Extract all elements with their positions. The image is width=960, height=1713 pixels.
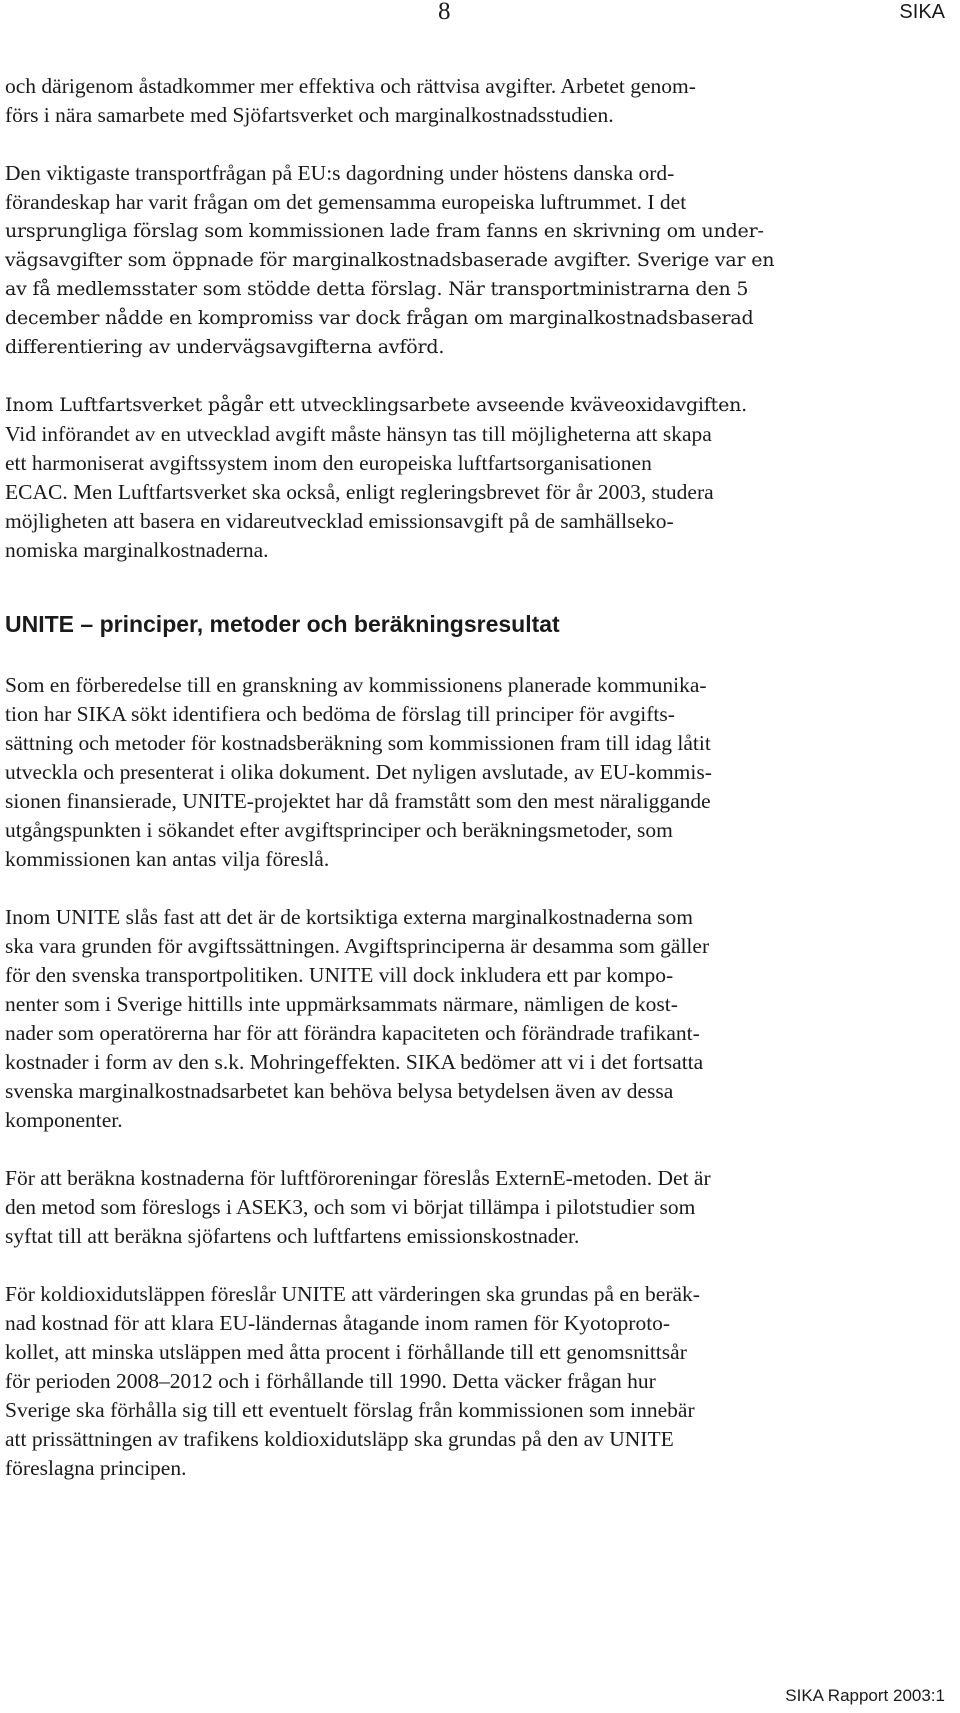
paragraph	[5, 671, 950, 874]
text-line: För koldioxidutsläppen föreslår UNITE att värderingen ska grundas på en beräk-	[5, 1282, 700, 1306]
text-line: möjligheten att basera en vidareutvecklad emissionsavgift på de samhällseko-	[5, 509, 674, 533]
text-line: ska vara grunden för avgiftssättningen. Avgiftsprinciperna är desamma som gäller	[5, 934, 710, 958]
text-line: december nådde en kompromiss var dock frågan om marginalkostnadsbaserad	[5, 307, 754, 329]
text-line: differentiering av undervägsavgifterna avförd.	[5, 336, 445, 358]
text-line: förs i nära samarbete med Sjöfartsverket och marginalkostnadsstudien.	[5, 103, 614, 127]
text-line: Vid införandet av en utvecklad avgift måste hänsyn tas till möjligheterna att skapa	[5, 422, 712, 446]
text-line: vägsavgifter som öppnade för marginalkostnadsbaserade avgifter. Sverige var en	[5, 249, 775, 271]
text-line: av få medlemsstater som stödde detta förslag. När transportministrarna den 5	[5, 278, 749, 300]
text-line: nomiska marginalkostnaderna.	[5, 538, 269, 562]
text-line: tion har SIKA sökt identifiera och bedöma de förslag till principer för avgifts-	[5, 702, 675, 726]
paragraph	[5, 1280, 950, 1483]
text-line: den metod som föreslogs i ASEK3, och som vi börjat tillämpa i pilotstudier som	[5, 1195, 696, 1219]
text-line: utveckla och presenterat i olika dokument. Det nyligen avslutade, av EU-kommis-	[5, 760, 712, 784]
text-line: För att beräkna kostnaderna för luftföroreningar föreslås ExternE-metoden. Det är	[5, 1166, 711, 1190]
text-line: för perioden 2008–2012 och i förhållande till 1990. Detta väcker frågan hur	[5, 1369, 656, 1393]
text-line: Inom Luftfartsverket pågår ett utvecklingsarbete avseende kväveoxidavgiften.	[5, 394, 747, 416]
text-line: och därigenom åstadkommer mer effektiva och rättvisa avgifter. Arbetet genom-	[5, 74, 696, 98]
text-line: ECAC. Men Luftfartsverket ska också, enligt regleringsbrevet för år 2003, studera	[5, 480, 714, 504]
text-line: förandeskap har varit frågan om det gemensamma europeiska luftrummet. I det	[5, 190, 687, 214]
text-line: nader som operatörerna har för att förändra kapaciteten och förändrade trafikant-	[5, 1021, 700, 1045]
text-line: kollet, att minska utsläppen med åtta procent i förhållande till ett genomsnittsår	[5, 1340, 687, 1364]
text-line: kommissionen kan antas vilja föreslå.	[5, 847, 330, 871]
text-line: ett harmoniserat avgiftssystem inom den europeiska luftfartsorganisationen	[5, 451, 652, 475]
text-line: syftat till att beräkna sjöfartens och luftfartens emissionskostnader.	[5, 1224, 580, 1248]
text-line: sättning och metoder för kostnadsberäkning som kommissionen fram till idag låtit	[5, 731, 711, 755]
paragraph	[5, 159, 950, 362]
text-line: komponenter.	[5, 1108, 123, 1132]
text-line: föreslagna principen.	[5, 1456, 187, 1480]
text-line: Inom UNITE slås fast att det är de kortsiktiga externa marginalkostnaderna som	[5, 905, 693, 929]
document-body	[5, 72, 950, 1483]
page-footer: SIKA Rapport 2003:1	[785, 1686, 945, 1705]
page-number: 8	[438, 0, 451, 25]
text-line: ursprungliga förslag som kommissionen lade fram fanns en skrivning om under-	[5, 220, 764, 242]
text-line: för den svenska transportpolitiken. UNITE vill dock inkludera ett par kompo-	[5, 963, 674, 987]
paragraph	[5, 72, 950, 130]
paragraph	[5, 903, 950, 1135]
section-heading: UNITE – principer, metoder och beräkningsresultat	[5, 611, 560, 637]
paragraph	[5, 391, 950, 565]
text-line: nenter som i Sverige hittills inte uppmärksammats närmare, nämligen de kost-	[5, 992, 678, 1016]
text-line: att prissättningen av trafikens koldioxidutsläpp ska grundas på den av UNITE	[5, 1427, 674, 1451]
header-brand: SIKA	[899, 1, 945, 23]
text-line: utgångspunkten i sökandet efter avgiftsprinciper och beräkningsmetoder, som	[5, 818, 673, 842]
text-line: Som en förberedelse till en granskning av kommissionens planerade kommunika-	[5, 673, 707, 697]
text-line: Sverige ska förhålla sig till ett eventuelt förslag från kommissionen som innebär	[5, 1398, 695, 1422]
text-line: Den viktigaste transportfrågan på EU:s dagordning under höstens danska ord-	[5, 161, 675, 185]
text-line: sionen finansierade, UNITE-projektet har då framstått som den mest näraliggande	[5, 789, 711, 813]
text-line: svenska marginalkostnadsarbetet kan behöva belysa betydelsen även av dessa	[5, 1079, 674, 1103]
text-line: kostnader i form av den s.k. Mohringeffekten. SIKA bedömer att vi i det fortsatta	[5, 1050, 704, 1074]
paragraph	[5, 1164, 950, 1251]
text-line: nad kostnad för att klara EU-ländernas åtagande inom ramen för Kyotoproto-	[5, 1311, 671, 1335]
